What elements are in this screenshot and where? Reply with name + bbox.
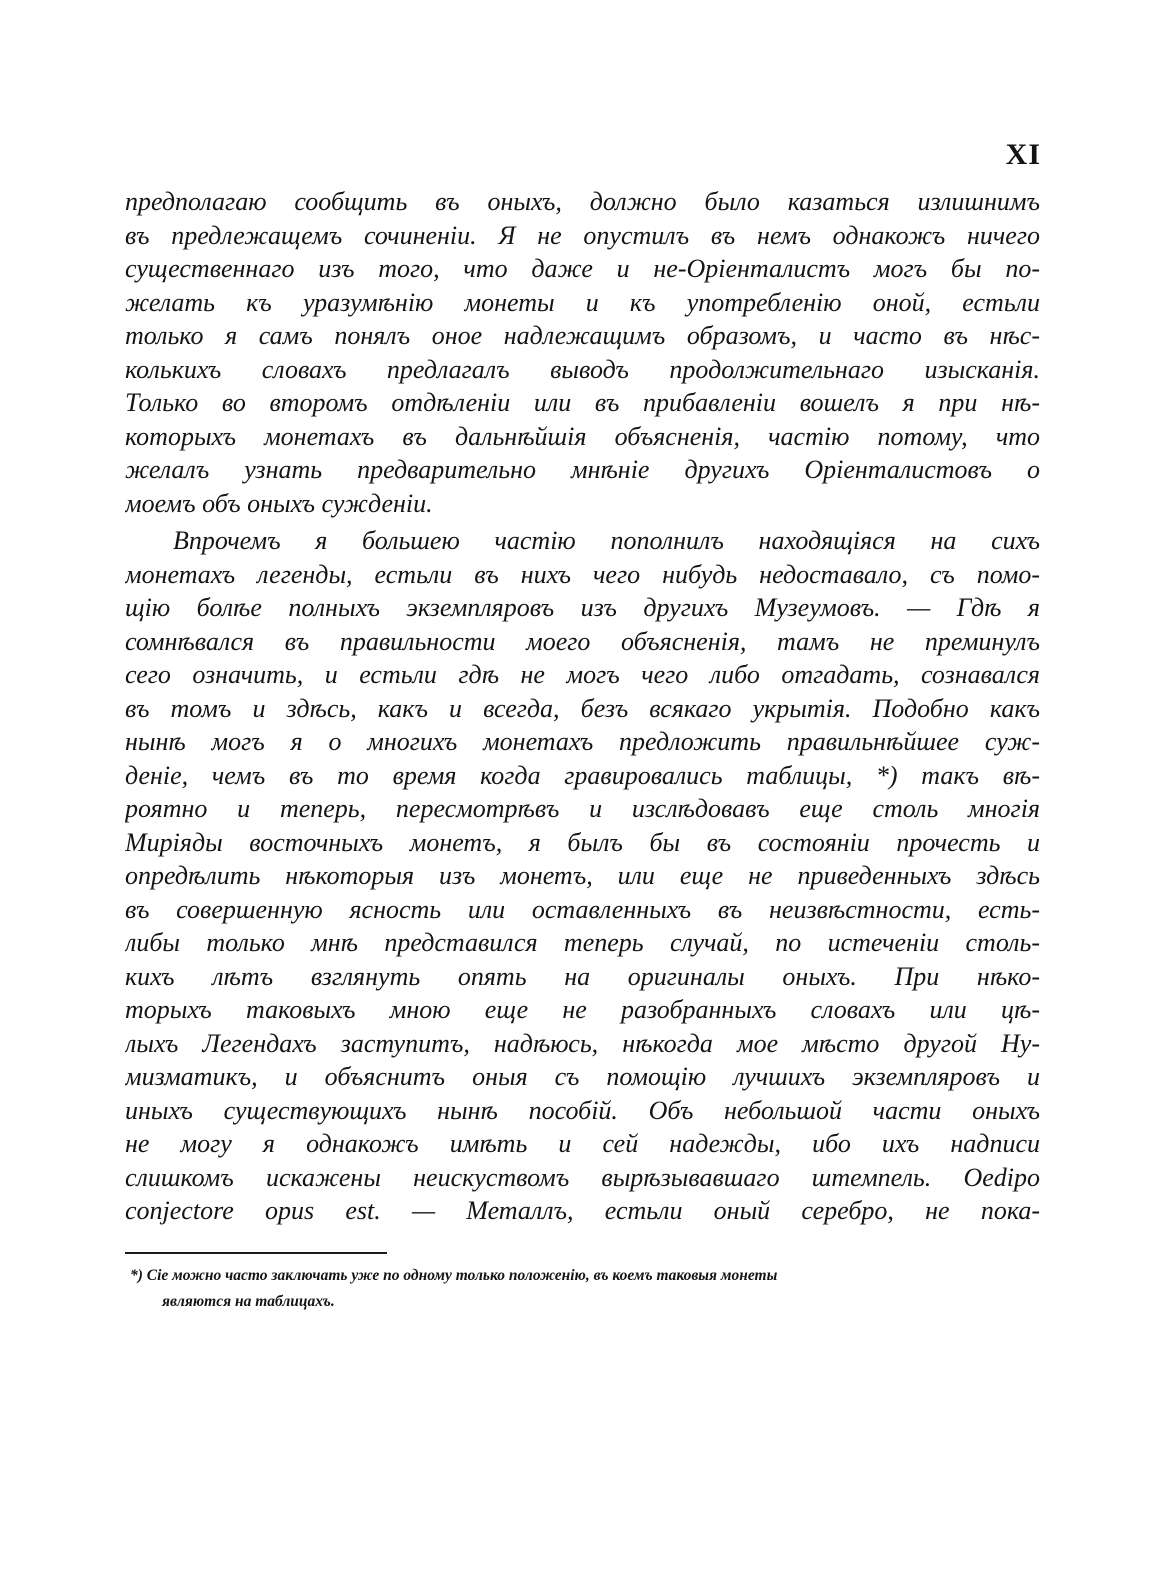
text-line: либы только мнѣ представился теперь случай, по истеченіи столь- [125, 928, 1040, 957]
text-line: въ совершенную ясность или оставленныхъ въ неизвѣстности, есть- [125, 894, 1040, 924]
page-number: XI [1005, 138, 1041, 171]
text-line: conjectore opus est. — Металлъ, естьли оный серебро, не пока- [125, 1196, 1040, 1225]
text-line: лыхъ Легендахъ заступитъ, надѣюсь, нѣкогда мое мѣсто другой Ну- [125, 1028, 1040, 1058]
footnote-line: *) Сіе можно часто заключать уже по одному только положенію, въ коемъ таковыя монеты [130, 1267, 778, 1284]
main-text [125, 185, 1040, 1228]
footnote [130, 1263, 1035, 1315]
text-line: только я самъ понялъ оное надлежащимъ образомъ, и часто въ нѣс- [125, 321, 1040, 350]
text-line: сего означить, и естьли гдѣ не могъ чего либо отгадать, сознавался [125, 660, 1040, 689]
text-line: которыхъ монетахъ въ дальнѣйшія объясненія, частію потому, что [125, 421, 1040, 451]
text-line: иныхъ существующихъ нынѣ пособій. Объ небольшой части оныхъ [125, 1095, 1040, 1125]
text-line: монетахъ легенды, естьли въ нихъ чего нибудь недоставало, съ помо- [125, 559, 1040, 589]
text-line: въ предлежащемъ сочиненіи. Я не опустилъ въ немъ однакожъ ничего [125, 220, 1040, 250]
text-line: деніе, чемъ въ то время когда гравировались таблицы, *) такъ вѣ- [125, 760, 1040, 790]
footnote-divider [125, 1252, 387, 1254]
text-line: Миріяды восточныхъ монетъ, я былъ бы въ состояніи прочесть и [125, 827, 1040, 857]
text-line: желать къ уразумѣнію монеты и къ употребленію оной, естьли [125, 287, 1040, 317]
text-line: предполагаю сообщить въ оныхъ, должно было казаться излишнимъ [125, 187, 1040, 216]
text-line: въ томъ и здѣсь, какъ и всегда, безъ всякаго укрытія. Подобно какъ [125, 693, 1040, 723]
text-line: кихъ лѣтъ взглянуть опять на оригиналы оныхъ. При нѣко- [125, 961, 1040, 991]
text-line: торыхъ таковыхъ мною еще не разобранныхъ словахъ или цѣ- [125, 995, 1040, 1024]
text-line: желалъ узнать предварительно мнѣніе другихъ Оріенталистовъ о [125, 455, 1040, 484]
footnote-line: являются на таблицахъ. [162, 1293, 335, 1310]
text-line: не могу я однакожъ имѣть и сей надежды, ибо ихъ надписи [125, 1129, 1040, 1158]
text-line: щію болѣе полныхъ экземпляровъ изъ другихъ Музеумовъ. — Гдѣ я [125, 593, 1040, 622]
text-line: моемъ объ оныхъ сужденіи. [125, 488, 433, 518]
text-line: сомнѣвался въ правильности моего объясненія, тамъ не преминулъ [125, 626, 1040, 656]
text-line: Впрочемъ я большею частію пополнилъ находящіяся на сихъ [173, 526, 1040, 555]
text-line: роятно и теперь, пересмотрѣвъ и изслѣдовавъ еще столь многія [125, 794, 1040, 823]
text-line: слишкомъ искажены неискуствомъ вырѣзывавшаго штемпель. Oedipo [125, 1162, 1040, 1192]
text-line: мизматикъ, и объяснитъ оныя съ помощію лучшихъ экземпляровъ и [125, 1062, 1040, 1091]
text-line: опредѣлить нѣкоторыя изъ монетъ, или еще не приведенныхъ здѣсь [125, 861, 1040, 890]
text-line: нынѣ могъ я о многихъ монетахъ предложить правильнѣйшее суж- [125, 727, 1040, 756]
text-line: существеннаго изъ того, что даже и не-Оріенталистъ могъ бы по- [125, 254, 1040, 283]
text-line: Только во второмъ отдѣленіи или въ прибавленіи вошелъ я при нѣ- [125, 388, 1040, 417]
text-line: колькихъ словахъ предлагалъ выводъ продолжительнаго изысканія. [125, 354, 1040, 384]
